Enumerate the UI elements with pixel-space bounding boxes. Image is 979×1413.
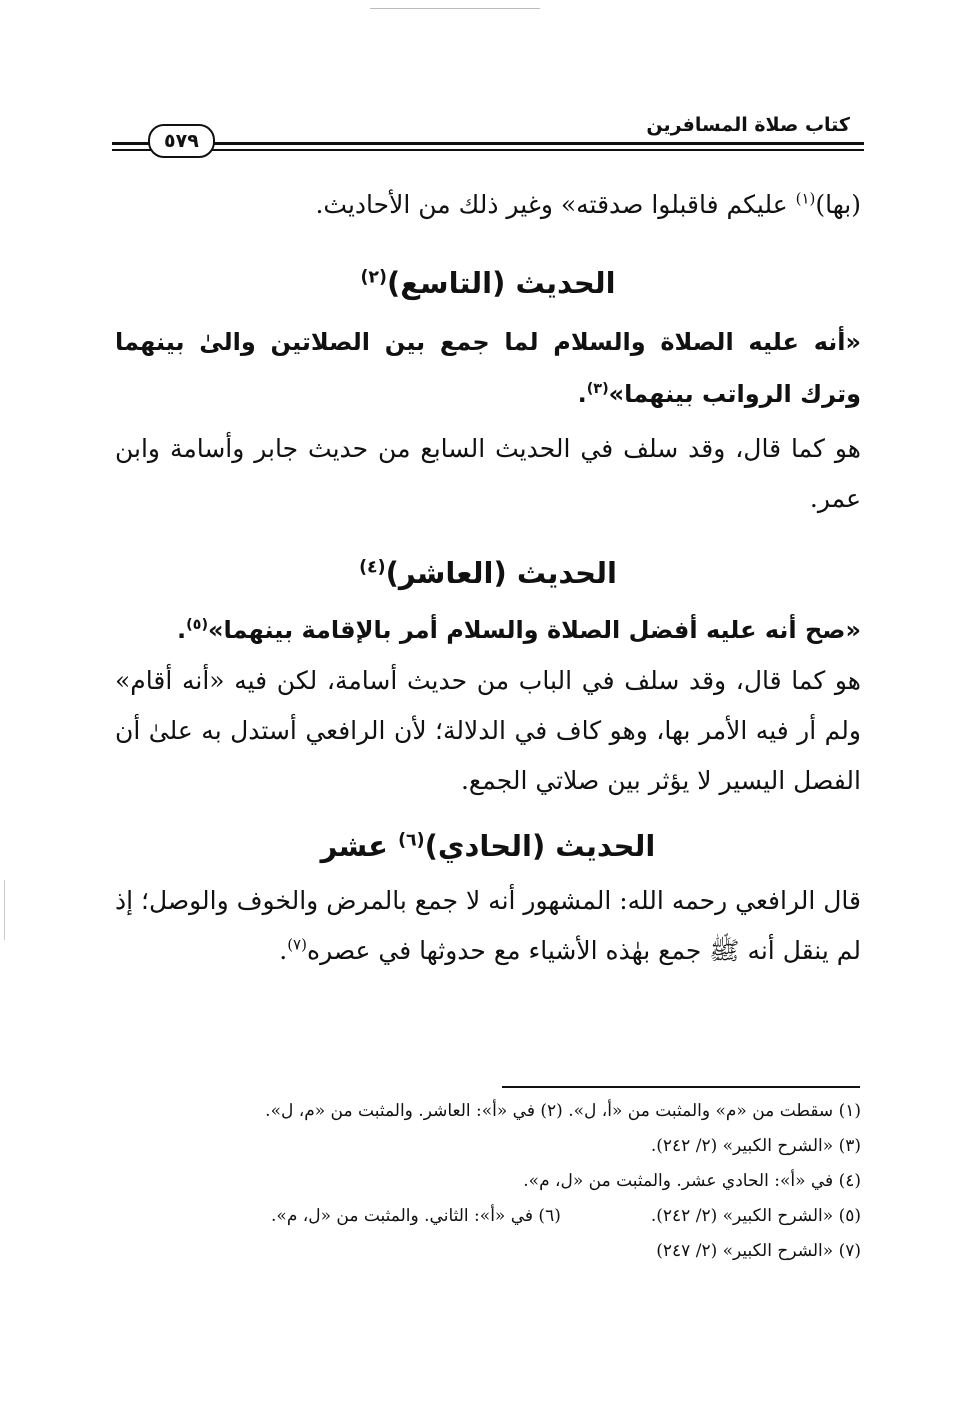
footnote-3: (٣) «الشرح الكبير» (٢/ ٢٤٢). xyxy=(650,1136,861,1156)
footnote-ref-4: (٤) xyxy=(359,557,386,578)
heading-ninth-hadith xyxy=(115,250,861,316)
scan-top-rule xyxy=(370,8,540,9)
heading-eleventh-text: الحديث (الحادي) xyxy=(424,829,656,863)
paragraph-4-end: . xyxy=(279,936,288,965)
scan-edge-mark xyxy=(4,880,5,940)
quote-2-end: . xyxy=(176,616,187,644)
quote-2-text: «صح أنه عليه أفضل الصلاة والسلام أمر بالإقامة بينهما» xyxy=(208,616,861,644)
heading-eleventh-after: عشر xyxy=(320,829,399,863)
footnote-7: (٧) «الشرح الكبير» (٢/ ٢٤٧) xyxy=(656,1241,861,1261)
page-number: ٥٧٩ xyxy=(148,124,215,158)
page-body xyxy=(115,180,861,976)
footnotes xyxy=(115,1094,861,1269)
heading-ninth-text: الحديث (التاسع) xyxy=(386,266,616,300)
heading-tenth-hadith xyxy=(115,542,861,604)
header-rule-thin xyxy=(112,149,864,151)
paragraph-2: هو كما قال، وقد سلف في الحديث السابع من حديث جابر وأسامة وابن عمر. xyxy=(115,434,861,513)
footnote-ref-3: (٣) xyxy=(586,381,609,397)
footnote-1: (١) سقطت من «م» والمثبت من «أ، ل». xyxy=(568,1101,861,1121)
quote-2 xyxy=(115,604,861,656)
footnote-ref-1: (١) xyxy=(795,189,816,208)
paragraph-4-text: قال الرافعي رحمه الله: المشهور أنه لا جمع بالمرض والخوف والوصل؛ إذ لم ينقل أنه ﷺ جمع بهٰذه الأشياء مع حدوثها في عصره xyxy=(115,886,861,965)
paragraph-1-after: عليكم فاقبلوا صدقته» وغير ذلك من الأحاديث. xyxy=(315,190,796,219)
paragraph-4 xyxy=(115,876,861,976)
paragraph-1 xyxy=(115,180,861,230)
footnote-line-4 xyxy=(115,1199,861,1234)
heading-tenth-text: الحديث (العاشر) xyxy=(385,556,617,590)
footnote-ref-5: (٥) xyxy=(186,617,209,633)
footnote-line-1 xyxy=(115,1094,861,1129)
footnote-4: (٤) في «أ»: الحادي عشر. والمثبت من «ل، م». xyxy=(523,1171,861,1191)
page-header xyxy=(112,112,864,158)
paragraph-3: هو كما قال، وقد سلف في الباب من حديث أسامة، لكن فيه «أنه أقام» ولم أر فيه الأمر بها، وهو كاف في الدلالة؛ لأن الرافعي أستدل به علىٰ أن الفصل اليسير لا يؤثر بين صلاتي الجمع. xyxy=(115,666,861,795)
paragraph-1-before: (بها) xyxy=(815,190,861,219)
quote-1-text: «أنه عليه الصلاة والسلام لما جمع بين الصلاتين والىٰ بينهما وترك الرواتب بينهما» xyxy=(115,328,861,408)
footnote-5: (٥) «الشرح الكبير» (٢/ ٢٤٢). xyxy=(650,1206,861,1226)
footnote-6: (٦) في «أ»: الثاني. والمثبت من «ل، م». xyxy=(271,1206,561,1226)
footnote-ref-6: (٦) xyxy=(398,830,425,851)
quote-1-end: . xyxy=(577,380,587,408)
footnote-2: (٢) في «أ»: العاشر. والمثبت من «م، ل». xyxy=(265,1101,563,1121)
footnote-ref-2: (٢) xyxy=(360,267,387,288)
book-title: كتاب صلاة المسافرين xyxy=(640,114,856,136)
quote-1 xyxy=(115,316,861,420)
header-rule-thick xyxy=(112,142,864,145)
footnote-separator xyxy=(502,1086,860,1088)
footnote-ref-7: (٧) xyxy=(287,935,307,954)
heading-eleventh-hadith xyxy=(115,816,861,876)
